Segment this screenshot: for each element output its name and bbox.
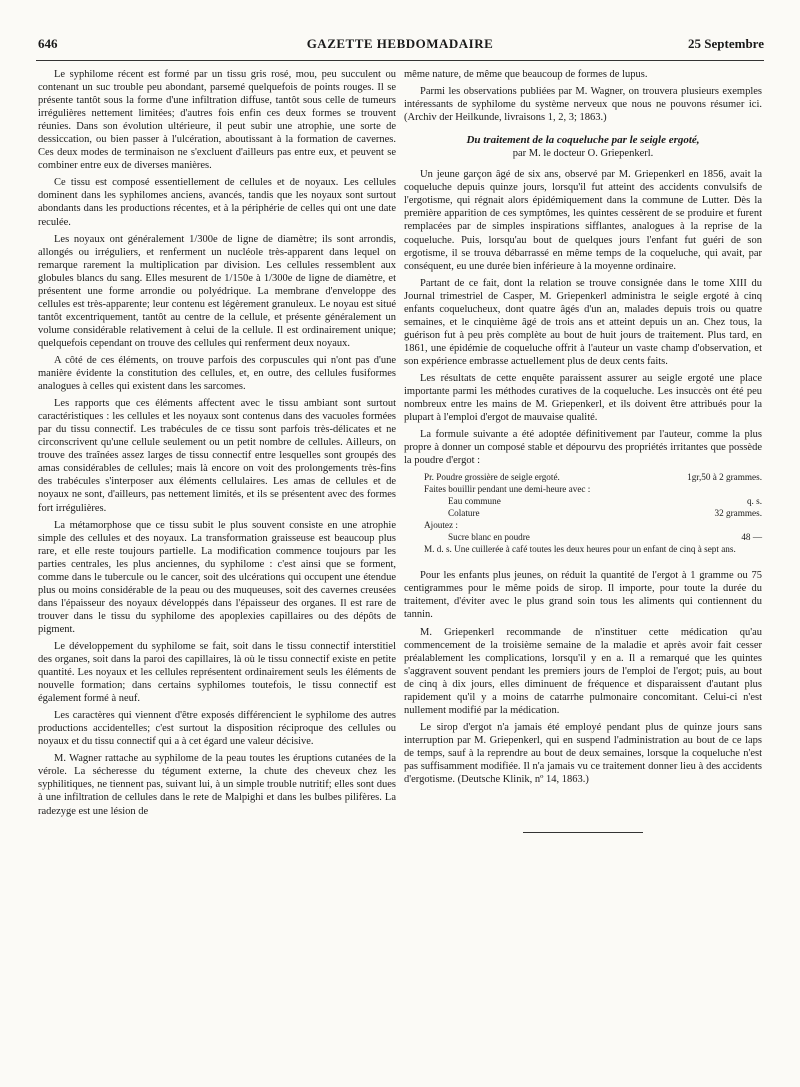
recipe-line <box>404 471 762 483</box>
article-author: par M. le docteur O. Griepenkerl. <box>512 148 654 160</box>
left-column <box>38 68 396 822</box>
paragraph: Le développement du syphilome se fait, soit dans le tissu connectif interstitiel des organes, soit dans la paroi des capillaires, là où le tissu connectif existe en petite quantité. Les noyaux et les cellules représentent ordinairement seuls les éléments de nouvelle formation; dans certains syphilomes toutefois, le tissu connectif est également formé à neuf. <box>38 640 396 705</box>
recipe-quantity: q. s. <box>746 496 762 507</box>
paragraph: Parmi les observations publiées par M. Wagner, on trouvera plusieurs exemples intéressants de syphilome du système nerveux que nous ne pouvons résumer ici. (Archiv der Heilkunde, livraisons 1, 2, 3; 1863.) <box>404 86 762 124</box>
recipe-line <box>404 495 762 507</box>
paragraph: La formule suivante a été adoptée définitivement par l'auteur, comme la plus propre à donner un composé stable et dépourvu des propriétés irritantes que possède la poudre d'ergot : <box>404 429 762 467</box>
end-rule <box>523 832 643 833</box>
recipe-ingredient: Colature <box>448 508 480 519</box>
paragraph: M. Griepenkerl recommande de n'instituer cette médication qu'au commencement de la troisième semaine de la maladie et après avoir fait cesser préalablement les complications, lorsqu'il y en a. Il a remarqué que les quintes s'aggravent souvent pendant les premiers jours de l'emploi de l'ergot; puis, au bout de cinq à dix jours, elles diminuent de fréquence et disparaissent d'autant plus rapidement qu'il y a moins de catarrhe pulmonaire concomitant. Celui-ci n'est nullement modifié par la médication. <box>404 626 762 716</box>
paragraph: Pour les enfants plus jeunes, on réduit la quantité de l'ergot à 1 gramme ou 75 centigrammes pour le même poids de sirop. Il importe, pour toute la durée du traitement, d'éviter avec le plus grand soin tous les aliments qui contiennent du tannin. <box>404 570 762 621</box>
paragraph: La métamorphose que ce tissu subit le plus souvent consiste en une atrophie simple des cellules et des noyaux. La transformation graisseuse est beaucoup plus rare, et elle reste toujours partielle. La modification commence toujours par les parties centrales, les plus anciennes, du syphilome : c'est ainsi que se forment, comme dans le tubercule ou le cancer, soit des ulcérations qui occupent une étendue plus ou moins considérable de la peau ou des muqueuses, soit des cavernes creusées dans l'épaisseur des noyaux développés dans l'épaisseur des organes. Il est rare de trouver dans le tissu du syphilome des apoplexies capillaires ou des dépôts de pigment. <box>38 519 396 635</box>
page-number: 646 <box>38 36 58 51</box>
paragraph: Les résultats de cette enquête paraissent assurer au seigle ergoté une place importante parmi les méthodes curatives de la coqueluche. Les insuccès ont été peu nombreux entre les mains de M. Griepenkerl, et ils doivent être attribués pour la plupart à l'emploi d'ergot de mauvaise qualité. <box>404 372 762 424</box>
recipe-ingredient: Eau commune <box>448 496 501 507</box>
recipe-line <box>404 507 762 519</box>
paragraph: Les noyaux ont généralement 1/300e de ligne de diamètre; ils sont arrondis, allongés ou irréguliers, et renferment un nucléole très-apparent dans lequel on remarque rarement la multiplication par division. Les cellules ressemblent aux globules blancs du sang. Elles mesurent de 1/150e à 1/300e de ligne de diamètre, et présentent une forme arrondie ou polyédrique. La membrane d'enveloppe des cellules est très-apparente; leur contenu est légèrement granuleux. Le noyau est situé tantôt excentriquement, tantôt au centre de la cellule, et présente généralement un volume considérable relativement à celui de la cellule. Il est ordinairement unique; quelquefois cependant on trouve des cellules qui renferment deux noyaux. <box>38 233 396 349</box>
paragraph: Ce tissu est composé essentiellement de cellules et de noyaux. Les cellules dominent dans les syphilomes anciens, avancés, tandis que les noyaux sont surtout abondants dans les productions récentes, et à la périphérie de celles qui ont une date reculée. <box>38 177 396 228</box>
paragraph: Les caractères qui viennent d'être exposés différencient le syphilome des autres productions accidentelles; c'est surtout la disposition réciproque des cellules ou noyaux et du tissu connectif qui a à cet égard une valeur décisive. <box>38 710 396 748</box>
recipe-ingredient: Pr. Poudre grossière de seigle ergoté. <box>424 472 560 483</box>
paragraph: Un jeune garçon âgé de six ans, observé par M. Griepenkerl en 1856, avait la coqueluche depuis quinze jours, lorsqu'il fut atteint des accidents convulsifs de l'ergotisme, qui régnait alors épidémiquement dans la commune de Lutter. Dès la première apparition de ces symptômes, les quintes cessèrent de se produire et furent remplacées par de simples inspirations sifflantes, analogues à la reprise de la coqueluche. Puis, lorsqu'au bout de quelques jours l'enfant fut guéri de son ergotisme, il se trouva débarrassé en même temps de la coqueluche, qui avait, par conséquent, eu une durée bien inférieure à la moyenne ordinaire. <box>404 169 762 272</box>
issue-date: 25 Septembre <box>688 36 764 51</box>
recipe-quantity: 1gr,50 à 2 grammes. <box>687 472 762 483</box>
recipe-instruction: M. d. s. Une cuillerée à café toutes les deux heures pour un enfant de cinq à sept ans. <box>424 544 736 555</box>
paragraph: Partant de ce fait, dont la relation se trouve consignée dans le tome XIII du Journal trimestriel de Casper, M. Griepenkerl administra le seigle ergoté à cinq enfants coquelucheux, dont quatre âgés d'un an, malades depuis trois ou quatre semaines, et le cinquième âgé de trois ans et atteint depuis un an. Chez tous, la guérison fut à peu près complète au bout de huit jours de traitement. Plus tard, en 1861, une épidémie de coqueluche offrit à l'auteur un vaste champ d'observation, et son expérience embrasse actuellement plus de deux cents faits. <box>404 277 762 367</box>
recipe-quantity: 32 grammes. <box>714 508 762 519</box>
recipe-ingredient: Sucre blanc en poudre <box>448 532 530 543</box>
paragraph: Le syphilome récent est formé par un tissu gris rosé, mou, peu succulent ou contenant un suc trouble peu abondant, parsemé quelquefois de points rouges. Il se présente tantôt sous la forme d'une infiltration diffuse, tantôt sous celle de tumeurs irrégulières nettement limitées; d'autres fois enfin ces deux formes se trouvent réunies. Dans son évolution ultérieure, il peut subir une atrophie, une sorte de dessiccation, ou bien passer à l'ulcération, aboutissant à la formation de cavernes. Ces deux modes de terminaison ne s'excluent d'ailleurs pas entre eux, et peuvent se combiner entre eux de diverses manières. <box>38 69 396 172</box>
right-column <box>404 68 762 833</box>
page-header <box>36 30 764 56</box>
recipe-formula <box>404 471 762 555</box>
paragraph: A côté de ces éléments, on trouve parfois des corpuscules qui n'ont pas d'une manière évidente la constitution des cellules, et, en outre, des cellules fusiformes analogues à celles qui existent dans les sarcomes. <box>38 354 396 393</box>
paragraph: M. Wagner rattache au syphilome de la peau toutes les éruptions cutanées de la vérole. La sécheresse du tégument externe, la chute des cheveux chez les syphilitiques, ne tiennent pas, suivant lui, à un simple trouble nutritif; elles sont dues à une infiltration de cellules dans le rete de Malpighi et dans les bulbes pilifères. La radezyge est une lésion de <box>38 753 396 817</box>
paragraph: Le sirop d'ergot n'a jamais été employé pendant plus de quinze jours sans interruption par M. Griepenkerl, qui en suspend l'administration au bout de ce laps de temps, sauf à la reprendre au bout de deux semaines, lorsque la coqueluche n'est pas suffisamment modifiée. Il n'a jamais vu ce traitement donner lieu à des accidents d'ergotisme. (Deutsche Klinik, nº 14, 1863.) <box>404 721 762 786</box>
paragraph: Les rapports que ces éléments affectent avec le tissu ambiant sont surtout caractéristiques : les cellules et les noyaux sont contenus dans des vacuoles formées par du tissu connectif. Les trabécules de ce tissu sont parfois très-délicates et ne circonscrivent qu'une cellule seulement ou un petit nombre de cellules. Ailleurs, on trouve des traînées assez larges de tissu connectif entre lesquelles sont groupés des amas considérables de cellules; mais là encore on voit des prolongements très-fins des trabécules s'interposer aux éléments cellulaires. Les amas de cellules et de noyaux ne sont, d'ailleurs, pas nettement limités, et ils se présentent avec des formes fort irrégulières. <box>38 398 396 514</box>
recipe-line <box>404 531 762 543</box>
recipe-instruction: Ajoutez : <box>424 520 458 531</box>
recipe-quantity: 48 — <box>741 532 762 543</box>
paragraph: même nature, de même que beaucoup de formes de lupus. <box>404 69 648 80</box>
journal-title: GAZETTE HEBDOMADAIRE <box>306 36 494 51</box>
header-rule <box>36 60 764 61</box>
article-title: Du traitement de la coqueluche par le seigle ergoté, <box>466 134 700 147</box>
recipe-instruction: Faites bouillir pendant une demi-heure avec : <box>424 484 591 495</box>
